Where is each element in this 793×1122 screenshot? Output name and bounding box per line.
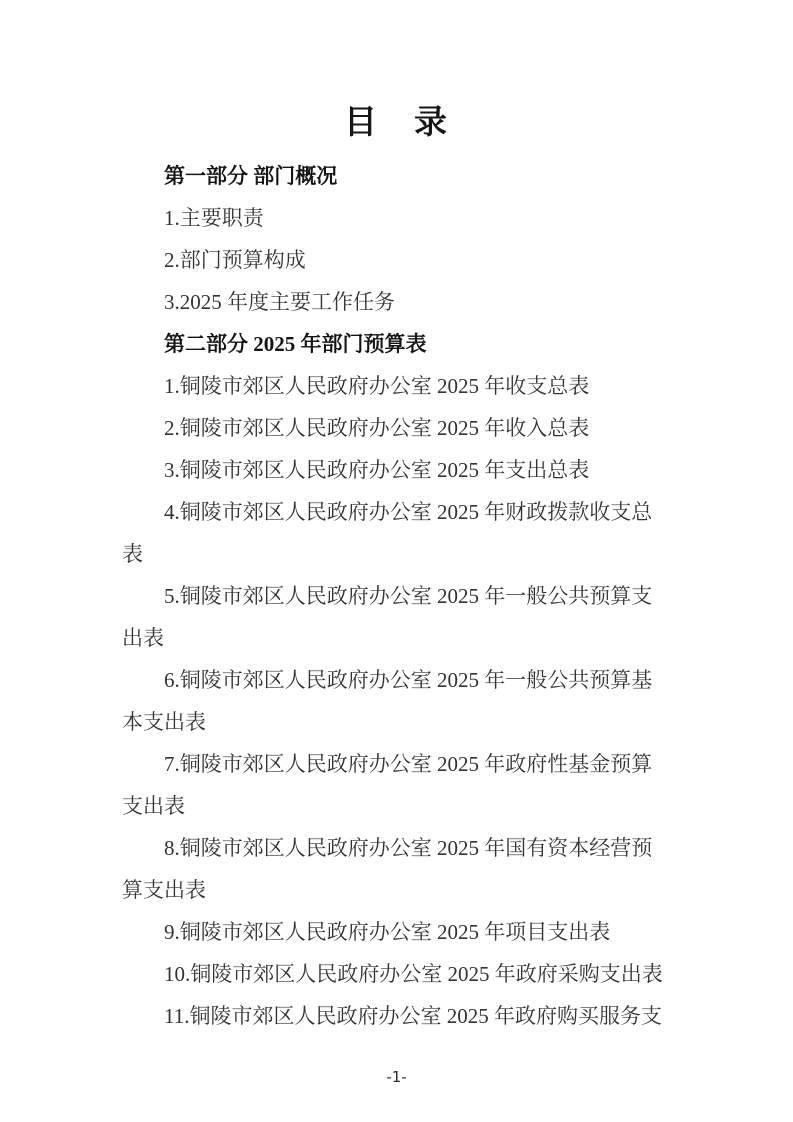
toc-entry-line: 1.主要职责 <box>164 206 264 230</box>
toc-entry-line: 出表 <box>122 626 164 650</box>
page-title: 目 录 <box>344 102 449 141</box>
toc-entry-line: 9.铜陵市郊区人民政府办公室 2025 年项目支出表 <box>164 920 611 944</box>
toc-entry-line: 算支出表 <box>122 878 206 902</box>
toc-content <box>122 155 700 1037</box>
toc-entry-line: 2.部门预算构成 <box>164 248 306 272</box>
toc-entry-line: 2.铜陵市郊区人民政府办公室 2025 年收入总表 <box>164 416 590 440</box>
toc-entry-line: 4.铜陵市郊区人民政府办公室 2025 年财政拨款收支总 <box>164 500 653 524</box>
toc-entry-line: 10.铜陵市郊区人民政府办公室 2025 年政府采购支出表 <box>164 962 663 986</box>
toc-entry-line: 8.铜陵市郊区人民政府办公室 2025 年国有资本经营预 <box>164 836 653 860</box>
section-heading-1: 第一部分 部门概况 <box>164 164 338 188</box>
toc-entry-line: 支出表 <box>122 794 185 818</box>
toc-entry-line: 3.铜陵市郊区人民政府办公室 2025 年支出总表 <box>164 458 590 482</box>
toc-entry-line: 6.铜陵市郊区人民政府办公室 2025 年一般公共预算基 <box>164 668 653 692</box>
toc-entry-line: 1.铜陵市郊区人民政府办公室 2025 年收支总表 <box>164 374 590 398</box>
toc-entry-line: 5.铜陵市郊区人民政府办公室 2025 年一般公共预算支 <box>164 584 653 608</box>
toc-entry-line: 表 <box>122 542 143 566</box>
toc-entry-line: 7.铜陵市郊区人民政府办公室 2025 年政府性基金预算 <box>164 752 653 776</box>
toc-entry-line: 11.铜陵市郊区人民政府办公室 2025 年政府购买服务支 <box>164 1004 662 1028</box>
toc-entry-line: 3.2025 年度主要工作任务 <box>164 290 395 314</box>
page-number: -1- <box>386 1068 407 1086</box>
toc-entry-line: 本支出表 <box>122 710 206 734</box>
section-heading-2: 第二部分 2025 年部门预算表 <box>164 332 427 356</box>
